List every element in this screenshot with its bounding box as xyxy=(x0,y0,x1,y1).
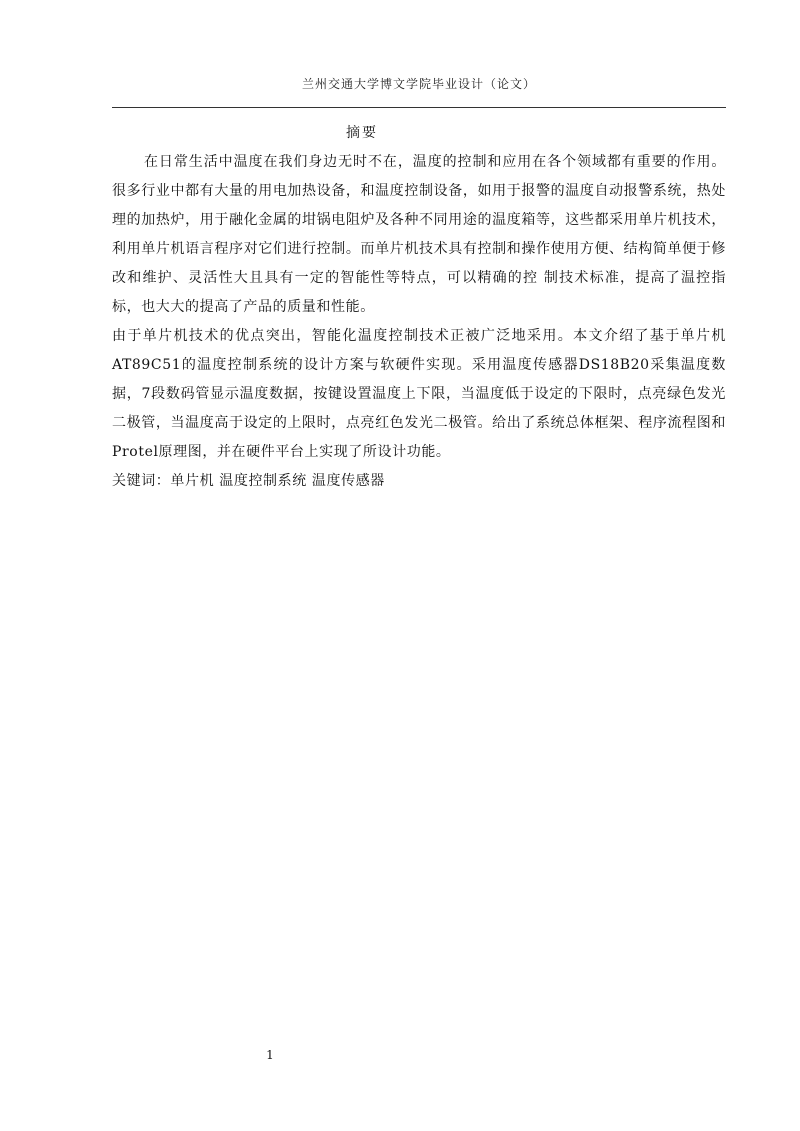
abstract-paragraph-1: 在日常生活中温度在我们身边无时不在，温度的控制和应用在各个领域都有重要的作用。很多行业中都有大量的用电加热设备，和温度控制设备，如用于报警的温度自动报警系统，热处理的加热炉，用于融化金属的坩锅电阻炉及各种不同用途的温度箱等，这些都采用单片机技术，利用单片机语言程序对它们进行控制。而单片机技术具有控制和操作使用方便、结构简单便于修改和维护、灵活性大且具有一定的智能性等特点，可以精确的控 制技术标准，提高了温控指标，也大大的提高了产品的质量和性能。 xyxy=(112,154,726,315)
page-number: 1 xyxy=(266,1048,274,1062)
abstract-body xyxy=(112,148,726,496)
abstract-title: 摘要 xyxy=(346,125,378,141)
running-header: 兰州交通大学博文学院毕业设计（论文） xyxy=(301,77,536,91)
abstract-paragraph-2: 由于单片机技术的优点突出，智能化温度控制技术正被广泛地采用。本文介绍了基于单片机AT89C51的温度控制系统的设计方案与软硬件实现。采用温度传感器DS18B20采集温度数据，7段数码管显示温度数据，按键设置温度上下限，当温度低于设定的下限时，点亮绿色发光二极管，当温度高于设定的上限时，点亮红色发光二极管。给出了系统总体框架、程序流程图和Protel原理图，并在硬件平台上实现了所设计功能。 xyxy=(112,328,726,460)
header-rule xyxy=(112,107,726,108)
keywords-line: 关键词：单片机 温度控制系统 温度传感器 xyxy=(112,473,385,489)
